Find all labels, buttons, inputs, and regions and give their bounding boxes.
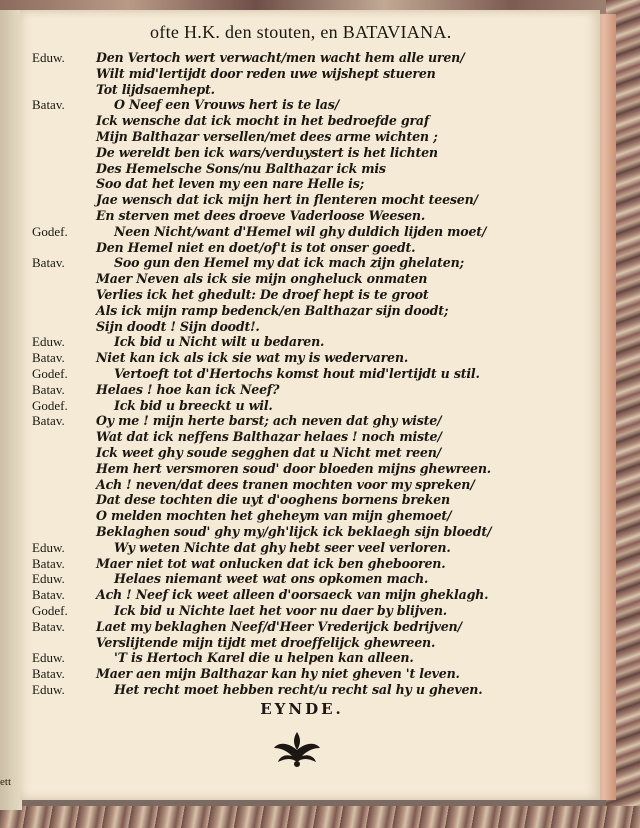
verse-text: O Neef een Vrouws hert is te las/ xyxy=(114,97,340,113)
verse-line xyxy=(20,682,600,698)
verse-text: Mijn Balthazar versellen/met dees arme wichten ; xyxy=(96,129,438,144)
verse-text: Maer aen mijn Balthazar kan hy niet gheven 't leven. xyxy=(96,666,460,682)
verse-line xyxy=(20,208,600,224)
verse-line xyxy=(20,382,600,398)
verse-text: Oy me ! mijn herte barst; ach neven dat ghy wiste/ xyxy=(96,413,442,429)
verse-line xyxy=(20,334,600,350)
verse-line xyxy=(20,66,600,82)
page xyxy=(20,10,600,800)
speaker-label: Batav. xyxy=(32,381,65,397)
verse-text: Hem hert versmoren soud' door bloeden mijns ghewreen. xyxy=(96,460,491,476)
verse-text: Vertoeft tot d'Hertochs komst hout mid'lertijdt u stil. xyxy=(114,366,480,381)
running-header: ofte H.K. den stouten, en BATAVIANA. xyxy=(150,22,452,42)
verse-text: Tot lijdsaemhept. xyxy=(96,81,215,97)
verse-text: Ick wensche dat ick mocht in het bedroefde graf xyxy=(96,113,430,129)
verse-text: Als ick mijn ramp bedenck/en Balthazar sijn doodt; xyxy=(96,302,449,318)
verse-text: Ick bid u Nicht wilt u bedaren. xyxy=(114,334,325,350)
verse-text: Het recht moet hebben recht/u recht sal hy u gheven. xyxy=(114,682,483,697)
verse-line xyxy=(20,287,600,303)
verse-text: Soo gun den Hemel my dat ick mach zijn ghelaten; xyxy=(114,255,464,271)
verse-text: En sterven met dees droeve Vaderloose Weesen. xyxy=(96,208,426,223)
speaker-label: Batav. xyxy=(32,413,65,429)
verse-line xyxy=(20,398,600,414)
speaker-label: Batav. xyxy=(32,255,65,271)
verse-text: Helaes ! hoe kan ick Neef? xyxy=(96,381,280,397)
verse-text: Den Hemel niet en doet/of't is tot onser goedt. xyxy=(96,239,416,255)
verse-text: Maer Neven als ick sie mijn ongheluck onmaten xyxy=(96,271,428,287)
verse-line xyxy=(20,145,600,161)
verse-text: Wat dat ick neffens Balthazar helaes ! noch miste/ xyxy=(96,429,442,445)
verse-line xyxy=(20,192,600,208)
verse-line xyxy=(20,477,600,493)
verse-line xyxy=(20,350,600,366)
verse-line xyxy=(20,540,600,556)
verse-line xyxy=(20,619,600,635)
verse-text: Ick bid u Nichte laet het voor nu daer by blijven. xyxy=(114,603,447,618)
finis-word: EYNDE. xyxy=(260,700,344,718)
speaker-label: Batav. xyxy=(32,587,65,603)
speaker-label: Batav. xyxy=(32,666,65,682)
verse-line xyxy=(20,255,600,271)
verse-line xyxy=(20,224,600,240)
fleuron-ornament-icon xyxy=(268,728,326,768)
verse-line xyxy=(20,650,600,666)
verse-text: Verslijtende mijn tijdt met droeffelijck ghewreen. xyxy=(96,634,436,650)
verse-line xyxy=(20,161,600,177)
verse-line xyxy=(20,429,600,445)
marbled-cover-bottom xyxy=(0,806,640,828)
verse-text: Ach ! Neef ick weet alleen d'oorsaeck van mijn gheklagh. xyxy=(96,587,489,603)
verse-line xyxy=(20,666,600,682)
verse-text: Sijn doodt ! Sijn doodt!. xyxy=(96,318,260,334)
verse-line xyxy=(20,445,600,461)
verse-text: Den Vertoch wert verwacht/men wacht hem alle uren/ xyxy=(96,50,465,65)
verse-line xyxy=(20,271,600,287)
verse-line xyxy=(20,176,600,192)
speaker-label: Batav. xyxy=(32,618,65,634)
speaker-label: Eduw. xyxy=(32,682,65,697)
verse-line xyxy=(20,319,600,335)
speaker-label: Batav. xyxy=(32,555,65,571)
speaker-label: Eduw. xyxy=(32,50,65,65)
verse-line xyxy=(20,524,600,540)
verse-line xyxy=(20,303,600,319)
verse-text: Wy weten Nichte dat ghy hebt seer veel verloren. xyxy=(114,539,451,555)
speaker-label: Eduw. xyxy=(32,539,65,555)
verse-text: 'T is Hertoch Karel die u helpen kan alleen. xyxy=(114,650,414,666)
verse-text: Maer niet tot wat onlucken dat ick ben ghebooren. xyxy=(96,555,446,571)
verse-text: Neen Nicht/want d'Hemel wil ghy duldich lijden moet/ xyxy=(114,223,487,239)
verse-line xyxy=(20,587,600,603)
verse-text: Laet my beklaghen Neef/d'Heer Vrederijck bedrijven/ xyxy=(96,618,462,634)
speaker-label: Eduw. xyxy=(32,571,65,587)
verse-text: Ach ! neven/dat dees tranen mochten voor my spreken/ xyxy=(96,476,475,492)
verse-text: Helaes niemant weet wat ons opkomen mach. xyxy=(114,571,429,587)
speaker-label: Godef. xyxy=(32,397,68,413)
verse-text: Ick weet ghy soude segghen dat u Nicht met reen/ xyxy=(96,445,442,460)
speaker-label: Batav. xyxy=(32,350,65,366)
binding-gutter xyxy=(0,10,22,810)
margin-fragment: ett xyxy=(0,776,11,788)
verse-line xyxy=(20,413,600,429)
speaker-label: Godef. xyxy=(32,223,68,239)
verse-line xyxy=(20,571,600,587)
verse-text: O melden mochten het gheheym van mijn ghemoet/ xyxy=(96,508,452,524)
verse-line xyxy=(20,240,600,256)
verse-line xyxy=(20,556,600,572)
speaker-label: Godef. xyxy=(32,603,68,618)
verse-text: Niet kan ick als ick sie wat my is wedervaren. xyxy=(96,350,409,366)
speaker-label: Batav. xyxy=(32,97,65,113)
verse-text: De wereldt ben ick wars/verduystert is het lichten xyxy=(96,144,438,160)
verse-text: Ick bid u breeckt u wil. xyxy=(114,397,273,413)
verse-text: Dat dese tochten die uyt d'ooghens bornens breken xyxy=(96,492,450,508)
verse-line xyxy=(20,366,600,382)
speaker-label: Godef. xyxy=(32,366,68,381)
verse-text: Beklaghen soud' ghy my/gh'lijck ick beklaegh sijn bloedt/ xyxy=(96,524,492,539)
verse-text: Soo dat het leven my een nare Helle is; xyxy=(96,176,365,192)
verse-line xyxy=(20,50,600,66)
speaker-label: Eduw. xyxy=(32,650,65,666)
verse-line xyxy=(20,97,600,113)
verse-line xyxy=(20,129,600,145)
verse-line xyxy=(20,635,600,651)
verse-line xyxy=(20,492,600,508)
verse-text: Wilt mid'lertijdt door reden uwe wijshept stueren xyxy=(96,65,436,81)
verse-line xyxy=(20,461,600,477)
verse-line xyxy=(20,508,600,524)
verse-line xyxy=(20,82,600,98)
verse-text: Des Hemelsche Sons/nu Balthazar ick mis xyxy=(96,160,386,176)
speaker-label: Eduw. xyxy=(32,334,65,350)
verse-text: Jae wensch dat ick mijn hert in flenteren mocht teesen/ xyxy=(96,192,478,208)
verse-line xyxy=(20,603,600,619)
verse-text: Verlies ick het ghedult: De droef hept is te groot xyxy=(96,287,429,302)
verse-line xyxy=(20,113,600,129)
